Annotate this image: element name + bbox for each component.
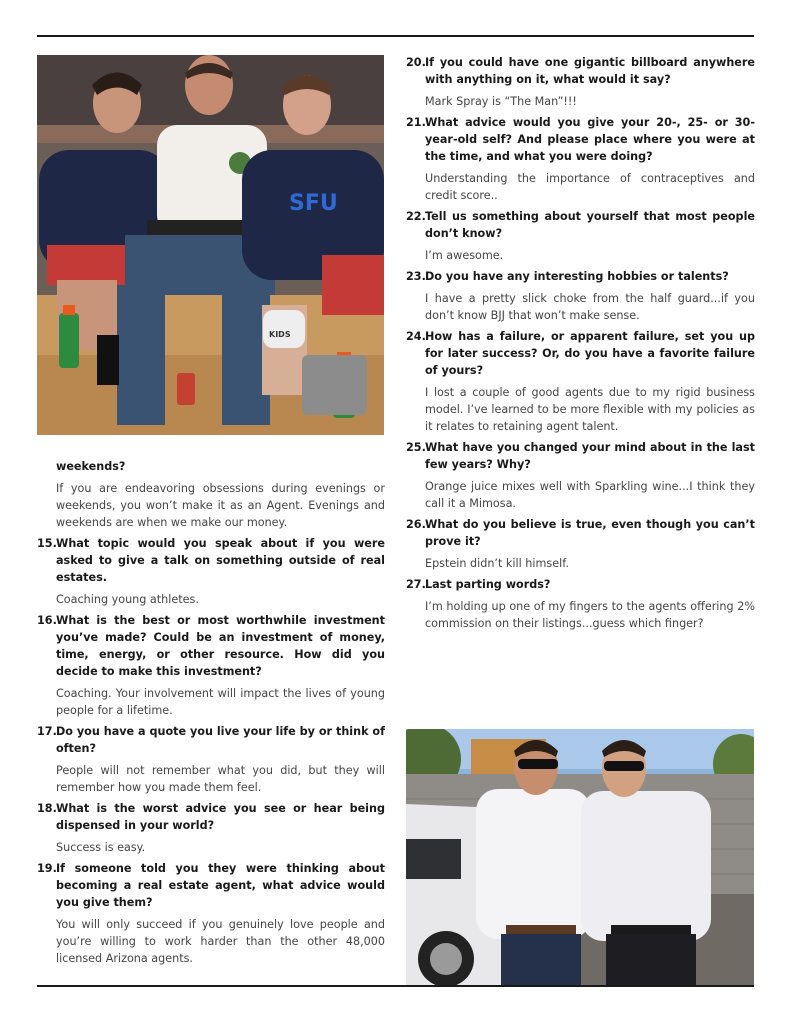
question-number: 26. <box>406 518 426 531</box>
question-number: 24. <box>406 330 426 343</box>
answer-20: Mark Spray is “The Man”!!! <box>425 95 577 108</box>
answer-24: I lost a couple of good agents due to my rigid business model. I’ve learned to be more flexible with my policies as it relates to retaining agent talent. <box>425 386 755 433</box>
question-number: 15. <box>37 537 57 550</box>
answer-21: Understanding the importance of contraceptives and credit score.. <box>425 172 755 202</box>
wrestling-team-photo <box>37 55 384 435</box>
question-text: What have you changed your mind about in the last few years? Why? <box>425 441 755 471</box>
top-rule <box>37 35 754 37</box>
question-text: If you could have one gigantic billboard anywhere with anything on it, what would it say? <box>425 56 755 86</box>
question-number: 25. <box>406 441 426 454</box>
answer-23: I have a pretty slick choke from the half guard...if you don’t know BJJ that won’t make sense. <box>425 292 755 322</box>
answer-27: I’m holding up one of my fingers to the agents offering 2% commission on their listings...guess which finger? <box>425 600 755 630</box>
answer-16: Coaching. Your involvement will impact the lives of young people for a lifetime. <box>56 687 385 717</box>
question-22 <box>406 208 755 242</box>
question-number: 17. <box>37 725 57 738</box>
continued-answer: If you are endeavoring obsessions during evenings or weekends, you won’t make it as an Agent. Evenings and weekends are when we make our money. <box>56 482 385 529</box>
question-text: Do you have a quote you live your life by or think of often? <box>56 725 385 755</box>
continued-question: weekends? <box>56 460 126 473</box>
answer-25: Orange juice mixes well with Sparkling wine...I think they call it a Mimosa. <box>425 480 755 510</box>
question-24 <box>406 328 755 379</box>
question-text: What is the worst advice you see or hear being dispensed in your world? <box>56 802 385 832</box>
question-text: If someone told you they were thinking about becoming a real estate agent, what advice would you give them? <box>56 862 385 909</box>
two-men-outdoor-photo <box>406 729 754 985</box>
question-27 <box>406 576 755 593</box>
question-number: 18. <box>37 802 57 815</box>
question-20 <box>406 54 755 88</box>
question-text: Tell us something about yourself that most people don’t know? <box>425 210 755 240</box>
question-18 <box>37 800 385 834</box>
question-26 <box>406 516 755 550</box>
question-number: 20. <box>406 56 426 69</box>
answer-17: People will not remember what you did, but they will remember how you made them feel. <box>56 764 385 794</box>
left-text-column <box>37 458 385 971</box>
answer-15: Coaching young athletes. <box>56 593 199 606</box>
knee-pad-text: KIDS <box>269 330 291 339</box>
question-number: 19. <box>37 862 57 875</box>
question-text: Do you have any interesting hobbies or talents? <box>425 270 729 283</box>
right-text-column <box>406 54 755 636</box>
question-text: What topic would you speak about if you were asked to give a talk on something outside of real estates. <box>56 537 385 584</box>
question-16 <box>37 612 385 680</box>
question-text: What advice would you give your 20-, 25- or 30-year-old self? And please place where you were at the time, and what you were doing? <box>425 116 755 163</box>
sfu-logo-text: SFU <box>289 191 338 216</box>
question-number: 23. <box>406 270 426 283</box>
bottom-rule <box>37 985 754 987</box>
answer-18: Success is easy. <box>56 841 146 854</box>
question-number: 27. <box>406 578 426 591</box>
question-25 <box>406 439 755 473</box>
answer-19: You will only succeed if you genuinely love people and you’re willing to work harder than the other 48,000 licensed Arizona agents. <box>56 918 385 965</box>
question-text: Last parting words? <box>425 578 551 591</box>
question-17 <box>37 723 385 757</box>
question-number: 21. <box>406 116 426 129</box>
question-text: What is the best or most worthwhile investment you’ve made? Could be an investment of money, time, energy, or other resource. How did you decide to make this investment? <box>56 614 385 678</box>
answer-22: I’m awesome. <box>425 249 504 262</box>
question-number: 22. <box>406 210 426 223</box>
question-15 <box>37 535 385 586</box>
question-text: How has a failure, or apparent failure, set you up for later success? Or, do you have a favorite failure of yours? <box>425 330 755 377</box>
question-text: What do you believe is true, even though you can’t prove it? <box>425 518 755 548</box>
question-21 <box>406 114 755 165</box>
answer-26: Epstein didn’t kill himself. <box>425 557 569 570</box>
question-23 <box>406 268 755 285</box>
question-number: 16. <box>37 614 57 627</box>
question-19 <box>37 860 385 911</box>
